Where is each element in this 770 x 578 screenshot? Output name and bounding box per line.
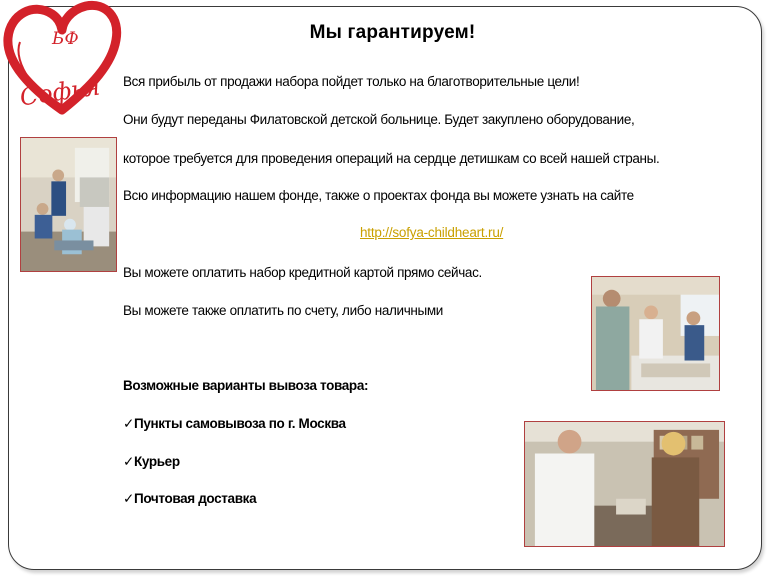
- delivery-option: ✓Курьер: [123, 454, 180, 469]
- hospital-photo-1: [20, 137, 117, 272]
- paragraph-line: Всю информацию нашем фонде, также о проектах фонда вы можете узнать на сайте: [123, 188, 634, 203]
- delivery-option: ✓Почтовая доставка: [123, 491, 257, 506]
- hospital-photo-3: [524, 421, 725, 547]
- foundation-logo: [0, 0, 125, 118]
- page-title: Мы гарантируем!: [309, 22, 476, 43]
- logo-letters: БФ: [52, 29, 79, 49]
- payment-line: Вы можете также оплатить по счету, либо наличными: [123, 303, 443, 318]
- hospital-photo-2: [591, 276, 720, 391]
- logo-name: Софья: [18, 72, 102, 112]
- paragraph-line: Они будут переданы Филатовской детской больнице. Будет закуплено оборудование,: [123, 112, 635, 127]
- delivery-option: ✓Пункты самовывоза по г. Москва: [123, 416, 346, 431]
- delivery-heading: Возможные варианты вывоза товара:: [123, 378, 369, 393]
- heart-logo-icon: [0, 0, 125, 118]
- foundation-site-link[interactable]: http://sofya-childheart.ru/: [360, 225, 504, 240]
- paragraph-line: Вся прибыль от продажи набора пойдет только на благотворительные цели!: [123, 74, 580, 89]
- payment-line: Вы можете оплатить набор кредитной картой прямо сейчас.: [123, 265, 482, 280]
- paragraph-line: которое требуется для проведения операций на сердце детишкам со всей нашей страны.: [123, 151, 660, 166]
